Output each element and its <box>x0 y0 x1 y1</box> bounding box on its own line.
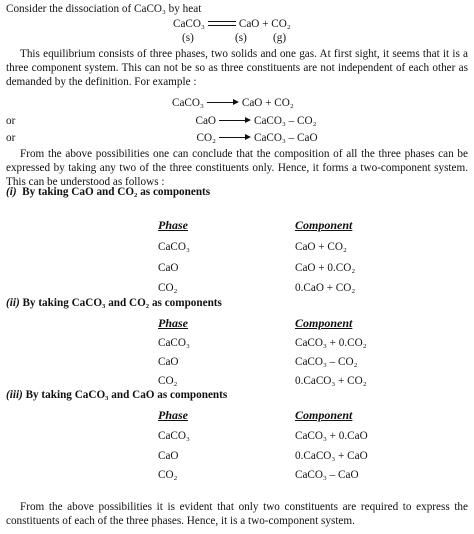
table-cell-component: 0.CaCO₃ + CaO <box>295 450 368 462</box>
arrow-icon <box>219 133 251 143</box>
example-equation-1 <box>172 96 294 110</box>
intro-text: Consider the dissociation of CaCO₃ by heat <box>6 3 202 15</box>
table-cell-phase: CaCO₃ <box>158 430 190 442</box>
example-rhs-2: CaCO₃ – CO₂ <box>254 115 317 127</box>
equilibrium-arrow-icon <box>208 19 236 29</box>
equation-lhs: CaCO₃ <box>173 18 205 30</box>
phase-label-2: (s) <box>235 32 247 44</box>
example-prefix-2: or <box>6 115 16 127</box>
conclusion-paragraph: From the above possibilities it is evident that only two constituents are required to express the constituents of each of the three phases. Hence, it is a two-component system. <box>6 501 468 527</box>
table-cell-component: 0.CaCO₃ + CO₂ <box>295 375 367 387</box>
table-cell-phase: CO₂ <box>158 469 178 481</box>
phase-header: Phase <box>158 316 188 330</box>
table-cell-component: CaO + CO₂ <box>295 241 347 253</box>
case-title-2: By taking CaCO₃ and CO₂ as components <box>22 297 222 309</box>
case-heading-3 <box>6 388 227 402</box>
case-number-3: (iii) <box>6 389 23 401</box>
paragraph-2: From the above possibilities one can conclude that the composition of all the three phases can be expressed by taking any two of the three constituents only. Hence, it forms a two-component system. This can be understood as follows : <box>6 148 468 188</box>
table-cell-phase: CaO <box>158 356 179 368</box>
example-lhs-1: CaCO₃ <box>172 97 204 109</box>
example-equation-2 <box>172 114 317 128</box>
case-title-3: By taking CaCO₃ and CaO as components <box>25 389 228 401</box>
table-cell-component: CaCO₃ – CaO <box>295 469 359 481</box>
table-cell-component: CaCO₃ + 0.CO₂ <box>295 337 367 349</box>
phase-header: Phase <box>158 408 188 422</box>
case-heading-2 <box>6 296 222 310</box>
table-cell-component: 0.CaO + CO₂ <box>295 282 356 294</box>
dissociation-equation <box>173 17 291 31</box>
table-cell-phase: CaO <box>158 450 179 462</box>
example-rhs-1: CaO + CO₂ <box>241 97 294 109</box>
phase-label-3: (g) <box>273 32 287 44</box>
phase-header: Phase <box>158 218 188 232</box>
component-header: Component <box>295 408 353 422</box>
table-cell-phase: CO₂ <box>158 282 178 294</box>
arrow-icon <box>219 116 251 126</box>
arrow-icon <box>207 98 239 108</box>
table-cell-component: CaCO₃ – CO₂ <box>295 356 358 368</box>
example-rhs-3: CaCO₃ – CaO <box>254 132 318 144</box>
table-cell-phase: CaCO₃ <box>158 337 190 349</box>
phase-label-1: (s) <box>182 32 194 44</box>
example-lhs-3: CO₂ <box>196 132 216 144</box>
component-header: Component <box>295 316 353 330</box>
case-number-2: (ii) <box>6 297 20 309</box>
component-header: Component <box>295 218 353 232</box>
table-cell-component: CaO + 0.CO₂ <box>295 262 356 274</box>
table-cell-phase: CaO <box>158 262 179 274</box>
table-cell-phase: CaCO₃ <box>158 241 190 253</box>
table-cell-component: CaCO₃ + 0.CaO <box>295 430 368 442</box>
table-cell-phase: CO₂ <box>158 375 178 387</box>
paragraph-1: This equilibrium consists of three phases, two solids and one gas. At first sight, it seems that it is a three component system. This can not be so as three constituents are not independent of each other as demanded by the definition. For example : <box>6 48 468 88</box>
equation-rhs: CaO + CO₂ <box>238 18 291 30</box>
case-number-1: (i) <box>6 186 17 198</box>
example-prefix-3: or <box>6 132 16 144</box>
case-heading-1 <box>6 185 210 199</box>
example-equation-3 <box>172 131 318 145</box>
example-lhs-2: CaO <box>195 115 216 127</box>
case-title-1: By taking CaO and CO₂ as components <box>22 186 211 198</box>
